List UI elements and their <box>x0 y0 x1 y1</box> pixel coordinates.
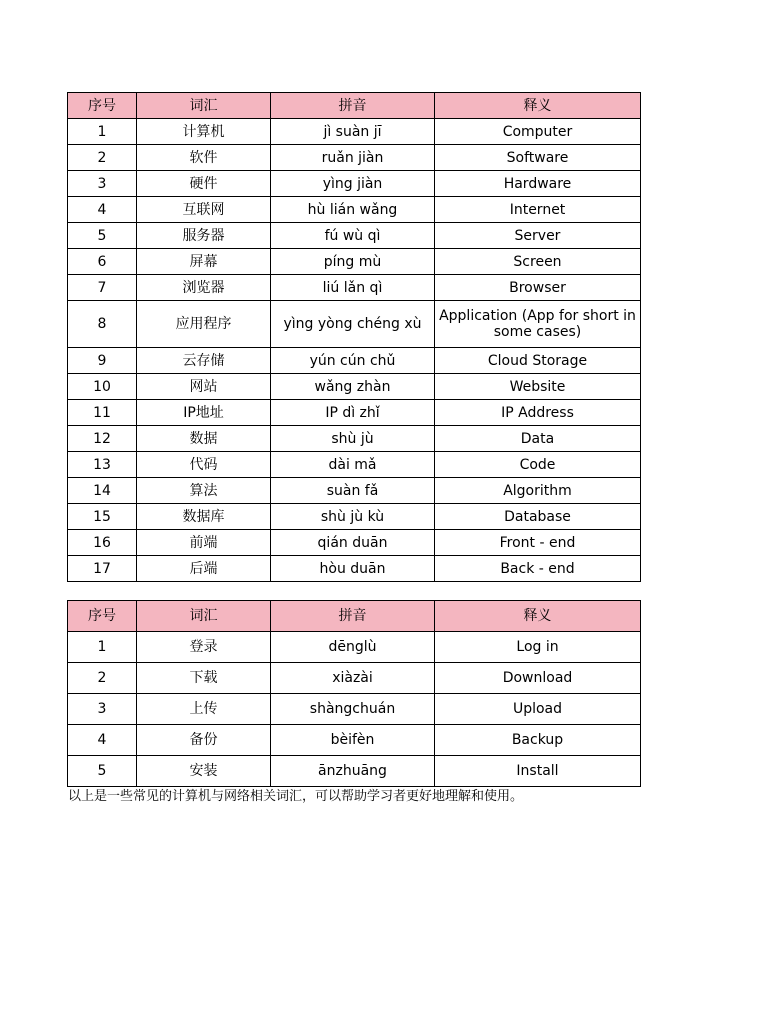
table-row <box>68 478 641 504</box>
header-number: 序号 <box>68 601 137 632</box>
cell-word: 屏幕 <box>137 249 271 275</box>
table-row <box>68 426 641 452</box>
cell-meaning: Download <box>435 663 641 694</box>
cell-pinyin: hòu duān <box>271 556 435 582</box>
cell-word: 数据库 <box>137 504 271 530</box>
cell-number: 5 <box>68 223 137 249</box>
table-row <box>68 348 641 374</box>
table-row <box>68 145 641 171</box>
table-row <box>68 249 641 275</box>
cell-word: 软件 <box>137 145 271 171</box>
table-row <box>68 694 641 725</box>
cell-number: 2 <box>68 145 137 171</box>
table-row <box>68 725 641 756</box>
cell-number: 14 <box>68 478 137 504</box>
cell-number: 8 <box>68 301 137 348</box>
cell-pinyin: xiàzài <box>271 663 435 694</box>
cell-number: 10 <box>68 374 137 400</box>
cell-meaning: Internet <box>435 197 641 223</box>
cell-pinyin: shù jù kù <box>271 504 435 530</box>
table-row <box>68 556 641 582</box>
header-pinyin: 拼音 <box>271 601 435 632</box>
header-word: 词汇 <box>137 93 271 119</box>
vocabulary-table-2-body <box>68 632 641 787</box>
cell-pinyin: hù lián wǎng <box>271 197 435 223</box>
cell-word: 数据 <box>137 426 271 452</box>
cell-meaning: Algorithm <box>435 478 641 504</box>
cell-word: 下载 <box>137 663 271 694</box>
cell-pinyin: shù jù <box>271 426 435 452</box>
table-header-row <box>68 93 641 119</box>
cell-number: 15 <box>68 504 137 530</box>
cell-word: IP地址 <box>137 400 271 426</box>
cell-pinyin: liú lǎn qì <box>271 275 435 301</box>
cell-number: 7 <box>68 275 137 301</box>
table-row <box>68 119 641 145</box>
header-pinyin: 拼音 <box>271 93 435 119</box>
cell-number: 1 <box>68 119 137 145</box>
cell-number: 3 <box>68 171 137 197</box>
cell-number: 6 <box>68 249 137 275</box>
cell-pinyin: fú wù qì <box>271 223 435 249</box>
cell-number: 12 <box>68 426 137 452</box>
cell-pinyin: ruǎn jiàn <box>271 145 435 171</box>
cell-word: 后端 <box>137 556 271 582</box>
cell-number: 13 <box>68 452 137 478</box>
table-header-row <box>68 601 641 632</box>
cell-word: 硬件 <box>137 171 271 197</box>
table-row <box>68 530 641 556</box>
cell-number: 4 <box>68 197 137 223</box>
cell-pinyin: IP dì zhǐ <box>271 400 435 426</box>
cell-meaning: Website <box>435 374 641 400</box>
cell-word: 浏览器 <box>137 275 271 301</box>
cell-pinyin: dēnglù <box>271 632 435 663</box>
cell-pinyin: shàngchuán <box>271 694 435 725</box>
cell-pinyin: wǎng zhàn <box>271 374 435 400</box>
cell-number: 3 <box>68 694 137 725</box>
cell-word: 应用程序 <box>137 301 271 348</box>
cell-word: 前端 <box>137 530 271 556</box>
header-number: 序号 <box>68 93 137 119</box>
cell-pinyin: dài mǎ <box>271 452 435 478</box>
cell-number: 2 <box>68 663 137 694</box>
cell-word: 网站 <box>137 374 271 400</box>
cell-meaning: IP Address <box>435 400 641 426</box>
cell-word: 互联网 <box>137 197 271 223</box>
cell-pinyin: yún cún chǔ <box>271 348 435 374</box>
cell-number: 4 <box>68 725 137 756</box>
cell-meaning: Code <box>435 452 641 478</box>
cell-meaning: Data <box>435 426 641 452</box>
cell-number: 16 <box>68 530 137 556</box>
cell-word: 安装 <box>137 756 271 787</box>
cell-meaning: Computer <box>435 119 641 145</box>
vocabulary-table-1-body <box>68 119 641 582</box>
cell-word: 计算机 <box>137 119 271 145</box>
table-row <box>68 197 641 223</box>
footnote-text: 以上是一些常见的计算机与网络相关词汇，可以帮助学习者更好地理解和使用。 <box>68 789 524 804</box>
cell-pinyin: yìng jiàn <box>271 171 435 197</box>
cell-meaning: Front - end <box>435 530 641 556</box>
cell-meaning: Install <box>435 756 641 787</box>
cell-meaning: Backup <box>435 725 641 756</box>
cell-meaning: Hardware <box>435 171 641 197</box>
cell-word: 服务器 <box>137 223 271 249</box>
cell-meaning: Application (App for short in some cases) <box>435 301 641 348</box>
table-row <box>68 400 641 426</box>
table-row <box>68 663 641 694</box>
cell-meaning: Server <box>435 223 641 249</box>
cell-meaning: Software <box>435 145 641 171</box>
cell-word: 代码 <box>137 452 271 478</box>
cell-pinyin: ānzhuāng <box>271 756 435 787</box>
cell-meaning: Back - end <box>435 556 641 582</box>
table-row <box>68 452 641 478</box>
cell-word: 算法 <box>137 478 271 504</box>
table-row <box>68 223 641 249</box>
cell-word: 备份 <box>137 725 271 756</box>
cell-meaning: Cloud Storage <box>435 348 641 374</box>
vocabulary-table-2 <box>67 600 641 787</box>
cell-meaning: Log in <box>435 632 641 663</box>
cell-pinyin: suàn fǎ <box>271 478 435 504</box>
cell-word: 上传 <box>137 694 271 725</box>
cell-pinyin: píng mù <box>271 249 435 275</box>
table-row <box>68 301 641 348</box>
cell-number: 9 <box>68 348 137 374</box>
table-row <box>68 632 641 663</box>
table-row <box>68 275 641 301</box>
cell-number: 17 <box>68 556 137 582</box>
vocabulary-table-1 <box>67 92 641 582</box>
cell-word: 云存储 <box>137 348 271 374</box>
cell-pinyin: qián duān <box>271 530 435 556</box>
cell-meaning: Screen <box>435 249 641 275</box>
cell-meaning: Database <box>435 504 641 530</box>
header-meaning: 释义 <box>435 601 641 632</box>
cell-pinyin: bèifèn <box>271 725 435 756</box>
cell-number: 1 <box>68 632 137 663</box>
table-row <box>68 171 641 197</box>
cell-meaning: Browser <box>435 275 641 301</box>
cell-pinyin: jì suàn jī <box>271 119 435 145</box>
cell-number: 11 <box>68 400 137 426</box>
cell-word: 登录 <box>137 632 271 663</box>
cell-meaning: Upload <box>435 694 641 725</box>
header-meaning: 释义 <box>435 93 641 119</box>
cell-number: 5 <box>68 756 137 787</box>
table-row <box>68 374 641 400</box>
cell-pinyin: yìng yòng chéng xù <box>271 301 435 348</box>
header-word: 词汇 <box>137 601 271 632</box>
table-row <box>68 756 641 787</box>
table-row <box>68 504 641 530</box>
